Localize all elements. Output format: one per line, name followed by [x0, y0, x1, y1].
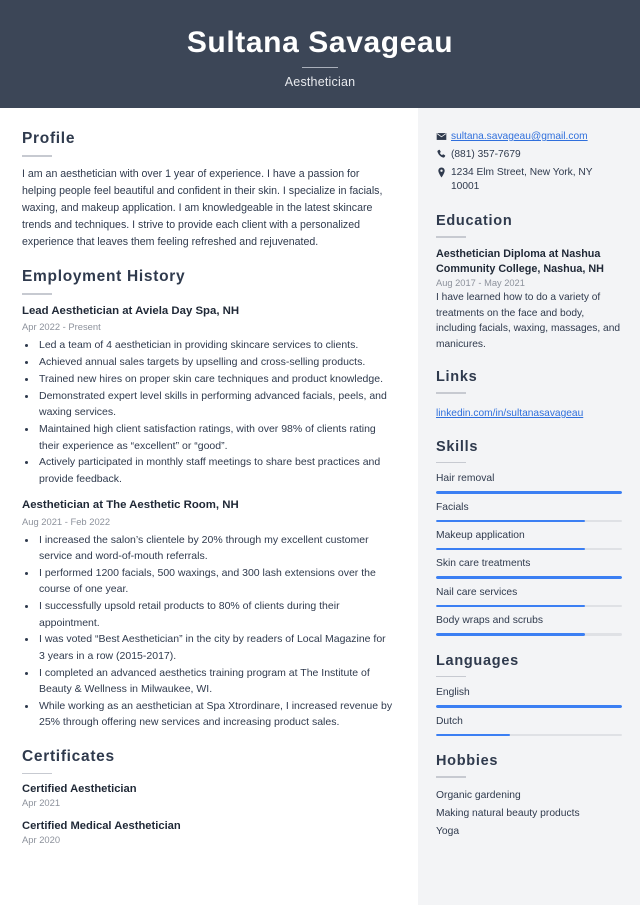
job-bullet: • I successfully upsold retail products to 80% of clients during their appointment.	[37, 598, 394, 631]
job-bullet: • Maintained high client satisfaction ratings, with over 98% of clients rating their experience as “excellent” or “good”.	[37, 421, 394, 454]
section-certificates	[22, 748, 394, 846]
skill-bar-fill	[436, 633, 585, 636]
hobby-item: Making natural beauty products	[436, 807, 580, 819]
language-item	[436, 686, 622, 707]
employment-list	[22, 304, 394, 731]
contact-block	[436, 130, 622, 195]
employment-item	[22, 498, 394, 731]
page-title: Sultana Savageau	[186, 25, 454, 59]
skill-item	[436, 501, 622, 522]
skill-bar-track	[436, 605, 622, 608]
section-heading-skills: Skills	[436, 438, 479, 455]
sidebar-column	[418, 108, 640, 905]
section-heading-hobbies: Hobbies	[436, 753, 499, 770]
section-rule	[436, 462, 466, 464]
language-bar-track	[436, 734, 622, 737]
section-languages	[436, 653, 622, 736]
resume-header	[0, 0, 640, 108]
address-text: 1234 Elm Street, New York, NY 10001	[451, 166, 593, 193]
education-description: I have learned how to do a variety of treatments on the face and body, including facials, waxing, massages, and manicures.	[436, 292, 621, 350]
job-bullet: • Led a team of 4 aesthetician in providing skincare services to clients.	[37, 337, 394, 353]
job-bullet: • I performed 1200 facials, 500 waxings, and 300 lash extensions over the course of one year.	[37, 565, 394, 598]
certificate-item	[22, 783, 394, 808]
section-links	[436, 369, 622, 421]
contact-row-address	[436, 166, 622, 196]
section-skills	[436, 439, 622, 636]
language-label: English	[436, 687, 470, 699]
skill-item	[436, 472, 622, 493]
education-date: Aug 2017 - May 2021	[436, 278, 525, 289]
job-title: Lead Aesthetician at Aviela Day Spa, NH	[22, 304, 240, 317]
skill-label: Facials	[436, 501, 469, 513]
education-item	[436, 247, 622, 353]
section-rule	[22, 293, 52, 295]
job-bullet: • I was voted “Best Aesthetician” in the city by readers of Local Magazine for 3 years in a row (2015-2017).	[37, 631, 394, 664]
job-date: Aug 2021 - Feb 2022	[22, 515, 111, 527]
section-education	[436, 213, 622, 352]
profile-text: I am an aesthetician with over 1 year of experience. I have a passion for helping people feel beautiful and confident in their skin. I specialize in facials, waxing, and makeup application. I am knowledgeable in the latest skincare trends and techniques. I strive to provide each client with a personalized experience that leaves them feeling refreshed and rejuvenated.	[22, 167, 383, 249]
map-pin-icon	[436, 166, 451, 178]
skill-label: Nail care services	[436, 586, 518, 598]
job-date: Apr 2022 - Present	[22, 321, 101, 333]
language-bar-fill	[436, 734, 510, 737]
envelope-icon	[436, 130, 451, 142]
job-bullet: • Trained new hires on proper skin care techniques and product knowledge.	[37, 371, 394, 387]
skill-bar-fill	[436, 576, 622, 579]
section-hobbies	[436, 753, 622, 841]
hobby-item: Yoga	[436, 826, 460, 838]
language-bar-track	[436, 705, 622, 708]
skill-bar-fill	[436, 605, 585, 608]
section-rule	[436, 392, 466, 394]
certificate-date: Apr 2021	[22, 797, 61, 809]
certificates-list	[22, 783, 394, 845]
section-rule	[436, 776, 466, 778]
language-item	[436, 715, 622, 736]
skills-list	[436, 472, 622, 636]
section-heading-certificates: Certificates	[22, 747, 115, 765]
section-heading-languages: Languages	[436, 652, 519, 669]
skill-label: Skin care treatments	[436, 558, 531, 570]
header-job-title: Aesthetician	[284, 74, 356, 89]
resume-body	[0, 108, 640, 905]
skill-label: Hair removal	[436, 473, 495, 485]
job-bullets	[37, 337, 394, 487]
section-heading-education: Education	[436, 213, 513, 230]
section-rule	[436, 236, 466, 238]
section-rule	[22, 773, 52, 775]
job-bullet: • Actively participated in monthly staff meetings to share best practices and provide feedback.	[37, 454, 394, 487]
education-title: Aesthetician Diploma at Nashua Community College, Nashua, NH	[436, 247, 604, 275]
skill-bar-track	[436, 520, 622, 523]
section-profile	[22, 130, 394, 251]
job-bullet: • Demonstrated expert level skills in performing advanced facials, peels, and waxing services.	[37, 388, 394, 421]
skill-item	[436, 586, 622, 607]
skill-label: Body wraps and scrubs	[436, 615, 544, 627]
employment-item	[22, 304, 394, 487]
skill-bar-fill	[436, 548, 585, 551]
skill-label: Makeup application	[436, 530, 525, 542]
links-list	[436, 403, 622, 422]
section-heading-employment: Employment History	[22, 268, 186, 286]
section-heading-links: Links	[436, 369, 478, 386]
section-heading-profile: Profile	[22, 130, 76, 147]
language-label: Dutch	[436, 715, 463, 727]
skill-bar-track	[436, 491, 622, 494]
hobbies-list	[436, 787, 622, 842]
job-title: Aesthetician at The Aesthetic Room, NH	[22, 499, 239, 512]
section-rule	[436, 676, 466, 678]
skill-item	[436, 614, 622, 635]
job-bullets	[37, 532, 394, 731]
main-column	[0, 108, 418, 905]
skill-bar-fill	[436, 491, 622, 494]
phone-icon	[436, 148, 451, 160]
contact-row-email[interactable]	[436, 130, 622, 145]
skill-item	[436, 529, 622, 550]
skill-bar-track	[436, 633, 622, 636]
job-bullet: • While working as an aesthetician at Spa Xtrordinare, I increased revenue by 25% through offering new services and increasing product sales.	[37, 698, 394, 731]
certificate-date: Apr 2020	[22, 834, 61, 846]
languages-list	[436, 686, 622, 736]
section-employment	[22, 268, 394, 730]
section-rule	[22, 155, 52, 157]
skill-bar-track	[436, 576, 622, 579]
phone-text: (881) 357-7679	[451, 148, 521, 160]
job-bullet: • Achieved annual sales targets by upselling and cross-selling products.	[37, 354, 394, 370]
skill-bar-fill	[436, 520, 585, 523]
hobby-item: Organic gardening	[436, 789, 521, 801]
certificate-name: Certified Medical Aesthetician	[22, 820, 181, 833]
profile-link[interactable]: linkedin.com/in/sultanasavageau	[436, 407, 584, 419]
language-bar-fill	[436, 705, 622, 708]
email-link[interactable]: sultana.savageau@gmail.com	[451, 131, 588, 142]
skill-item	[436, 557, 622, 578]
education-list	[436, 247, 622, 353]
job-bullet: • I increased the salon’s clientele by 20% through my excellent customer service and word-of-mouth referrals.	[37, 532, 394, 565]
job-bullet: • I completed an advanced aesthetics training program at The Institute of Beauty & Wellness in Milwaukee, WI.	[37, 665, 394, 698]
certificate-name: Certified Aesthetician	[22, 783, 137, 796]
header-divider	[302, 67, 338, 68]
skill-bar-track	[436, 548, 622, 551]
certificate-item	[22, 820, 394, 845]
contact-row-phone	[436, 148, 622, 163]
